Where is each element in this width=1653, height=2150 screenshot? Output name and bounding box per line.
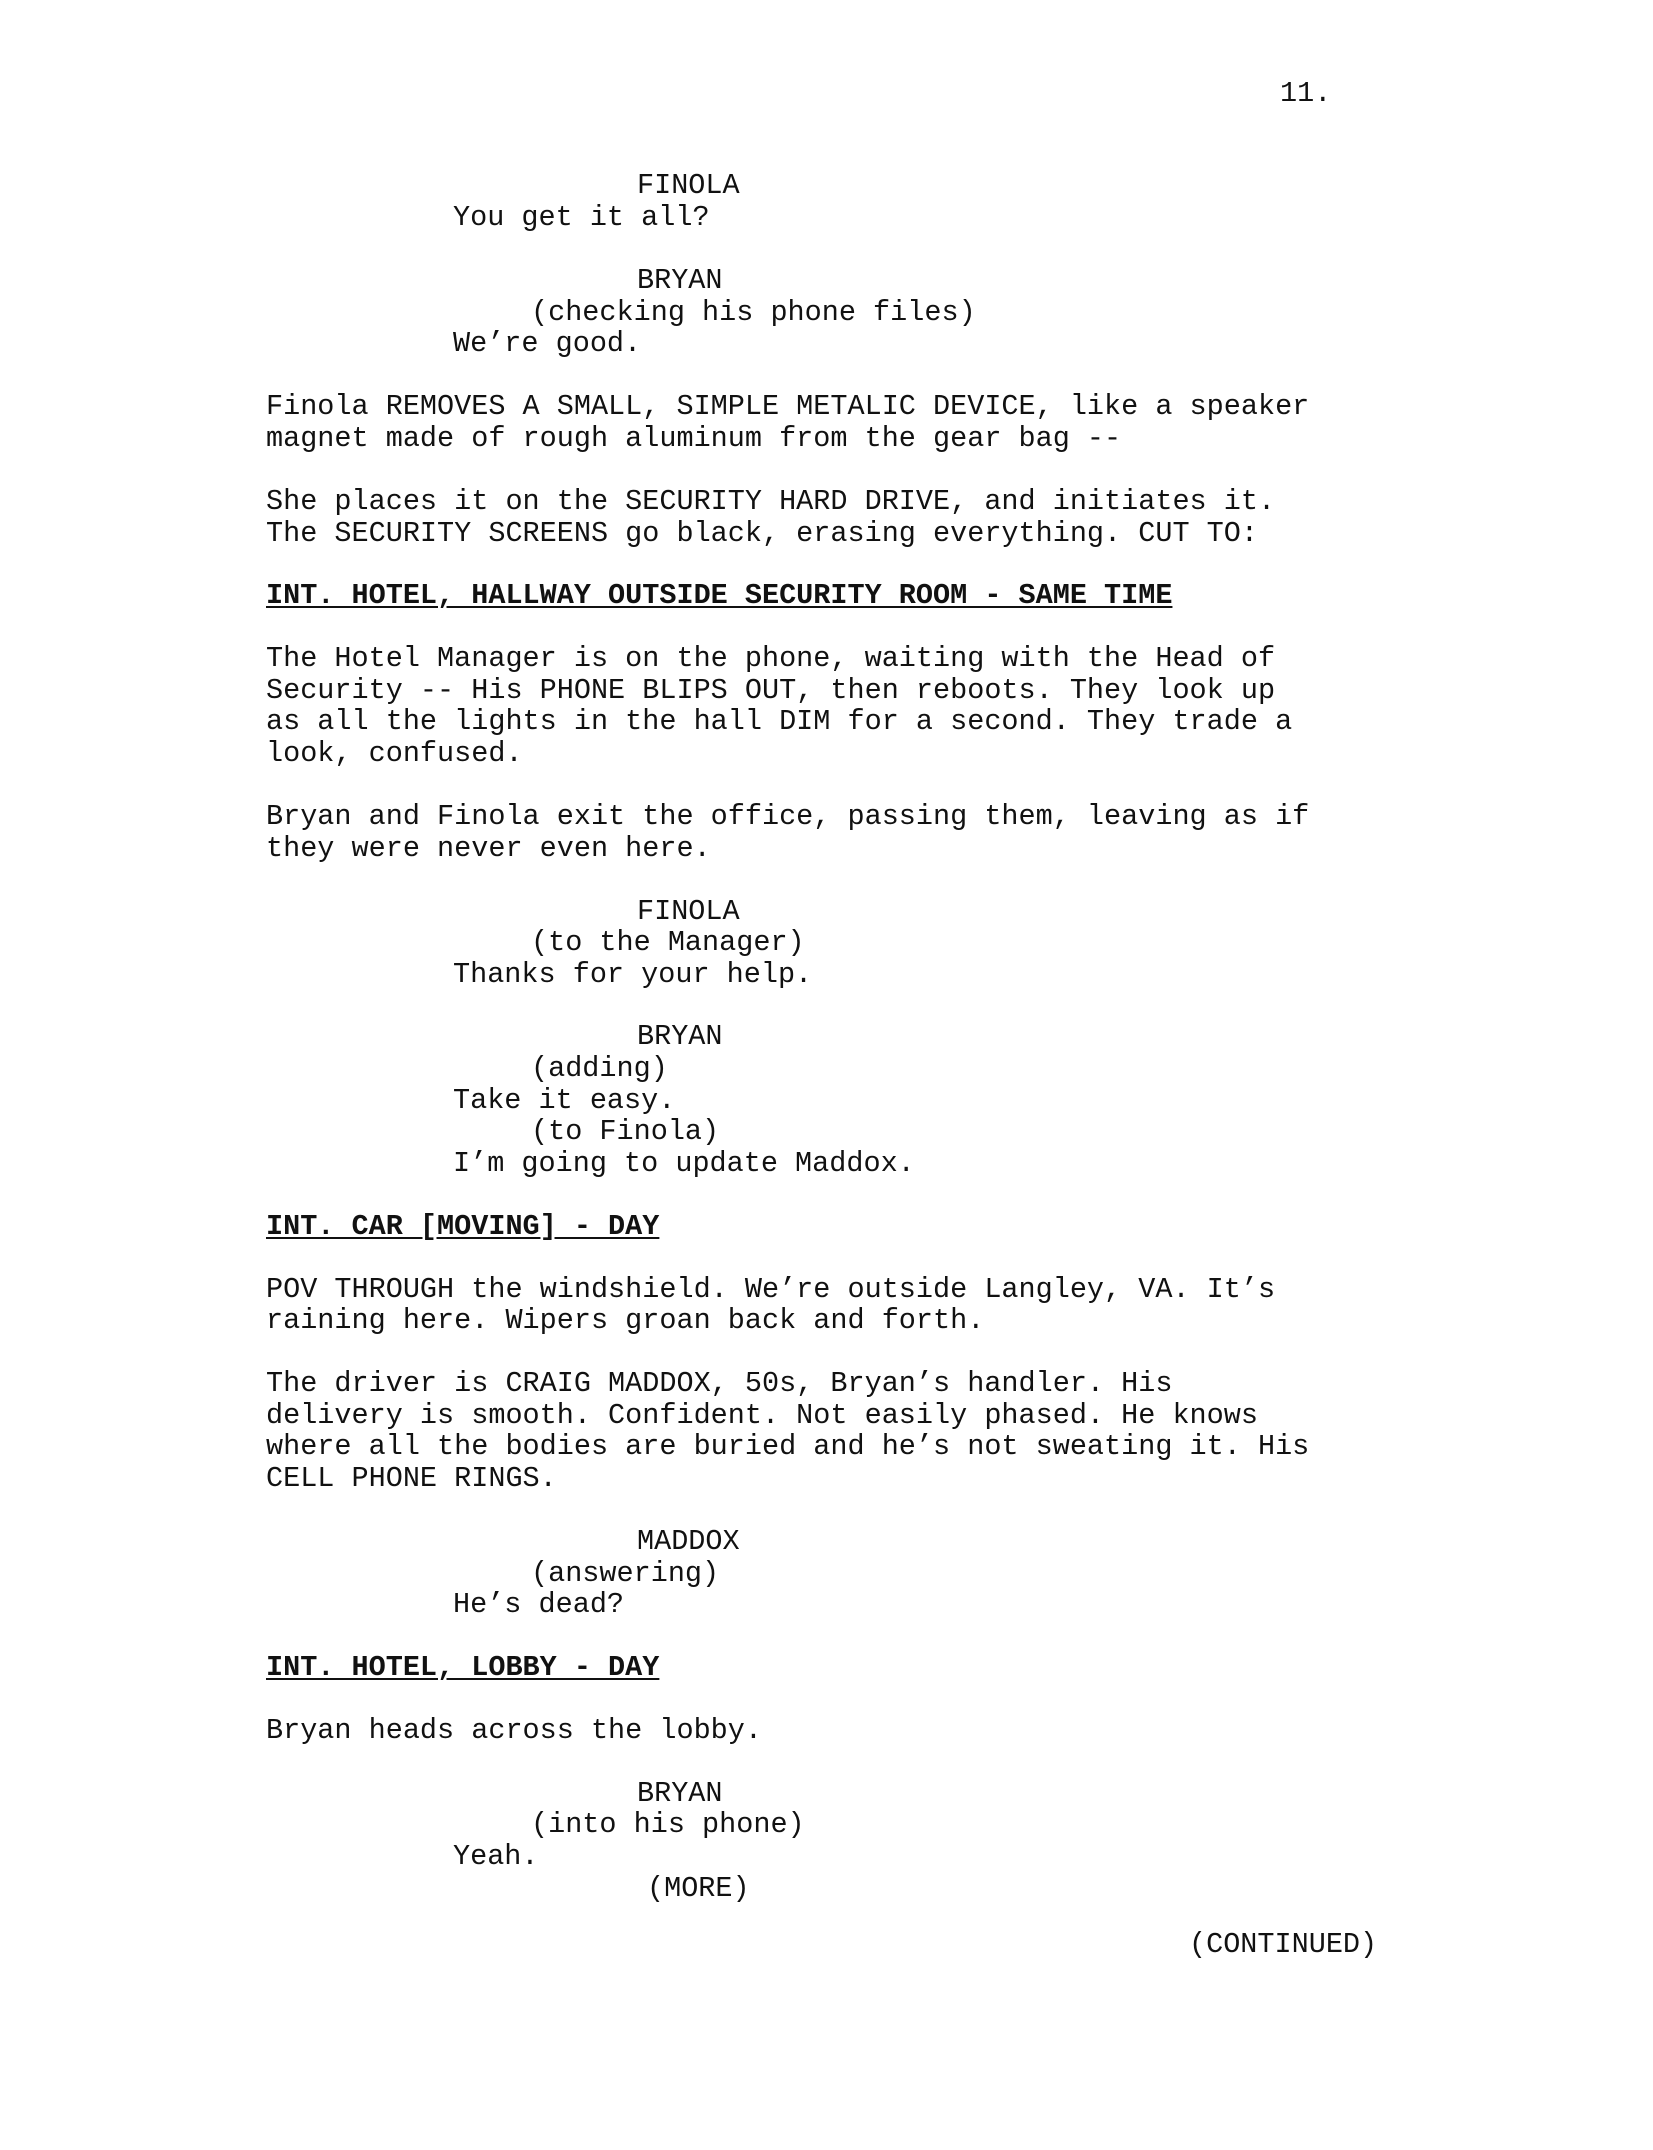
action-line: raining here. Wipers groan back and forth. bbox=[266, 1304, 985, 1337]
action-line: as all the lights in the hall DIM for a second. They trade a bbox=[266, 705, 1293, 738]
parenthetical: (adding) bbox=[531, 1052, 668, 1085]
parenthetical: (to the Manager) bbox=[531, 926, 805, 959]
action-line: The SECURITY SCREENS go black, erasing everything. CUT TO: bbox=[266, 517, 1258, 550]
parenthetical: (checking his phone files) bbox=[531, 296, 976, 329]
dialogue-line: You get it all? bbox=[453, 201, 710, 234]
parenthetical: (into his phone) bbox=[531, 1808, 805, 1841]
action-line: look, confused. bbox=[266, 737, 523, 770]
action-line: delivery is smooth. Confident. Not easily phased. He knows bbox=[266, 1399, 1258, 1432]
action-line: The Hotel Manager is on the phone, waiting with the Head of bbox=[266, 642, 1276, 675]
action-line: She places it on the SECURITY HARD DRIVE, and initiates it. bbox=[266, 485, 1276, 518]
scene-heading: INT. CAR [MOVING] - DAY bbox=[266, 1210, 660, 1243]
character-name: BRYAN bbox=[637, 1020, 723, 1053]
dialogue-line: Yeah. bbox=[453, 1840, 539, 1873]
page-number: 11. bbox=[1280, 77, 1332, 110]
action-line: Security -- His PHONE BLIPS OUT, then reboots. They look up bbox=[266, 674, 1276, 707]
dialogue-line: I’m going to update Maddox. bbox=[453, 1147, 915, 1180]
dialogue-line: Take it easy. bbox=[453, 1084, 676, 1117]
character-name: BRYAN bbox=[637, 1777, 723, 1810]
action-line: magnet made of rough aluminum from the gear bag -- bbox=[266, 422, 1122, 455]
action-line: Bryan and Finola exit the office, passing them, leaving as if bbox=[266, 800, 1310, 833]
action-line: POV THROUGH the windshield. We’re outside Langley, VA. It’s bbox=[266, 1273, 1276, 1306]
action-line: CELL PHONE RINGS. bbox=[266, 1462, 557, 1495]
action-line: The driver is CRAIG MADDOX, 50s, Bryan’s handler. His bbox=[266, 1367, 1173, 1400]
character-name: MADDOX bbox=[637, 1525, 740, 1558]
action-line: Finola REMOVES A SMALL, SIMPLE METALIC DEVICE, like a speaker bbox=[266, 390, 1310, 423]
continued-marker: (CONTINUED) bbox=[1189, 1928, 1378, 1961]
character-name: BRYAN bbox=[637, 264, 723, 297]
action-line: they were never even here. bbox=[266, 832, 711, 865]
scene-heading: INT. HOTEL, LOBBY - DAY bbox=[266, 1651, 660, 1684]
scene-heading: INT. HOTEL, HALLWAY OUTSIDE SECURITY ROOM - SAME TIME bbox=[266, 579, 1173, 612]
character-name: FINOLA bbox=[637, 895, 740, 928]
dialogue-line: We’re good. bbox=[453, 327, 642, 360]
parenthetical: (answering) bbox=[531, 1557, 720, 1590]
action-line: where all the bodies are buried and he’s not sweating it. His bbox=[266, 1430, 1310, 1463]
dialogue-line: He’s dead? bbox=[453, 1588, 625, 1621]
character-name: FINOLA bbox=[637, 169, 740, 202]
action-line: Bryan heads across the lobby. bbox=[266, 1714, 762, 1747]
dialogue-line: Thanks for your help. bbox=[453, 958, 813, 991]
more-marker: (MORE) bbox=[647, 1872, 750, 1905]
parenthetical: (to Finola) bbox=[531, 1115, 720, 1148]
